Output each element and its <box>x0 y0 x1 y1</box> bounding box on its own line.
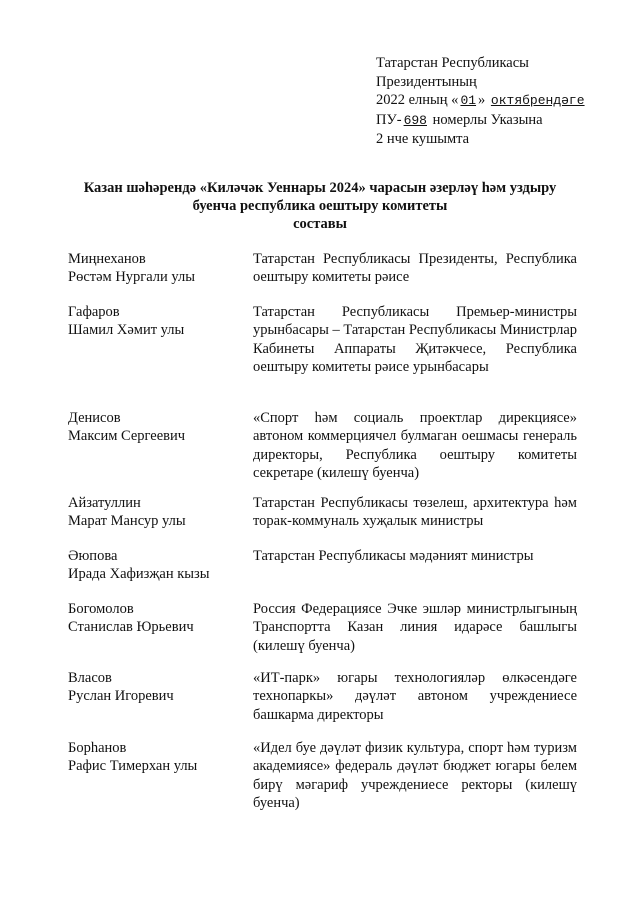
member-surname: Гафаров <box>68 304 120 320</box>
member-surname: Денисов <box>68 410 121 426</box>
member-given-name: Рөстәм Нургали улы <box>68 269 196 286</box>
member-role: «ИТ-парк» югары технологияләр өлкәсендәге технопаркы» дәүләт автоном учреждениесе башкарма директоры <box>253 670 577 723</box>
member-name <box>68 303 248 340</box>
title-line-3: составы <box>293 216 347 232</box>
member-given-name: Марат Мансур улы <box>68 513 186 530</box>
member-surname: Богомолов <box>68 601 134 617</box>
member-role: Татарстан Республикасы төзелеш, архитектура һәм торак-коммуналь хуҗалык министры <box>253 495 577 530</box>
member-name <box>68 409 248 446</box>
member-name <box>68 250 248 287</box>
member-name <box>68 669 248 706</box>
member-name <box>68 739 248 776</box>
member-role: Россия Федерациясе Эчке эшләр министрлыгының Транспортта Казан линия идарәсе башлыгы (килешү буенча) <box>253 601 577 654</box>
member-role: «Спорт һәм социаль проектлар дирекциясе» автоном коммерциячел булмаган оешмасы генераль директоры, Республика оештыру комитеты секретаре (килешү буенча) <box>253 410 577 482</box>
header-line-appendix: 2 нче кушымта <box>376 131 470 147</box>
decree-number: 698 <box>403 112 427 128</box>
member-role: «Идел буе дәүләт физик культура, спорт һәм туризм академиясе» федераль дәүләт бюджет югары белем бирү мәгариф учреждениесе ректоры (килешү буенча) <box>253 740 577 812</box>
date-month: октябрендәге <box>490 93 585 108</box>
member-given-name: Максим Сергеевич <box>68 428 186 445</box>
member-given-name: Станислав Юрьевич <box>68 619 194 636</box>
member-name <box>68 600 248 637</box>
number-prefix: ПУ- <box>376 111 402 128</box>
date-day: 01 <box>460 93 477 108</box>
header-line-date <box>376 91 626 111</box>
date-prefix: 2022 елның « <box>376 92 459 108</box>
date-middle: » <box>478 92 489 108</box>
member-role: Татарстан Республикасы мәдәният министры <box>253 548 534 564</box>
member-surname: Власов <box>68 670 112 686</box>
title-line-1: Казан шәһәрендә «Киләчәк Уеннары 2024» чарасын әзерләү һәм уздыру <box>83 180 557 196</box>
member-role: Татарстан Республикасы Президенты, Республика оештыру комитеты рәисе <box>253 251 577 286</box>
document-title <box>40 179 600 233</box>
member-surname: Айзатуллин <box>68 495 141 511</box>
member-surname: Борһанов <box>68 740 127 756</box>
header-line-president: Президентының <box>376 73 477 90</box>
member-name <box>68 494 248 531</box>
member-given-name: Рафис Тимерхан улы <box>68 758 198 775</box>
member-role: Татарстан Республикасы Премьер-министры урынбасары – Татарстан Республикасы Министрлар Кабинеты Аппараты Җитәкчесе, Республика оештыру комитеты рәисе урынбасары <box>253 304 577 376</box>
header-line-republic: Татарстан Республикасы <box>376 55 529 71</box>
member-surname: Миңнеханов <box>68 251 146 267</box>
member-surname: Әюпова <box>68 548 118 564</box>
number-suffix: номерлы Указына <box>428 111 543 128</box>
title-line-2: буенча республика оештыру комитеты <box>192 198 448 214</box>
member-given-name: Ирада Хафизҗан кызы <box>68 566 210 583</box>
member-name <box>68 547 248 584</box>
member-given-name: Шамил Хәмит улы <box>68 322 185 339</box>
member-given-name: Руслан Игоревич <box>68 688 174 705</box>
header-line-number <box>376 111 626 131</box>
decree-reference <box>376 54 626 149</box>
